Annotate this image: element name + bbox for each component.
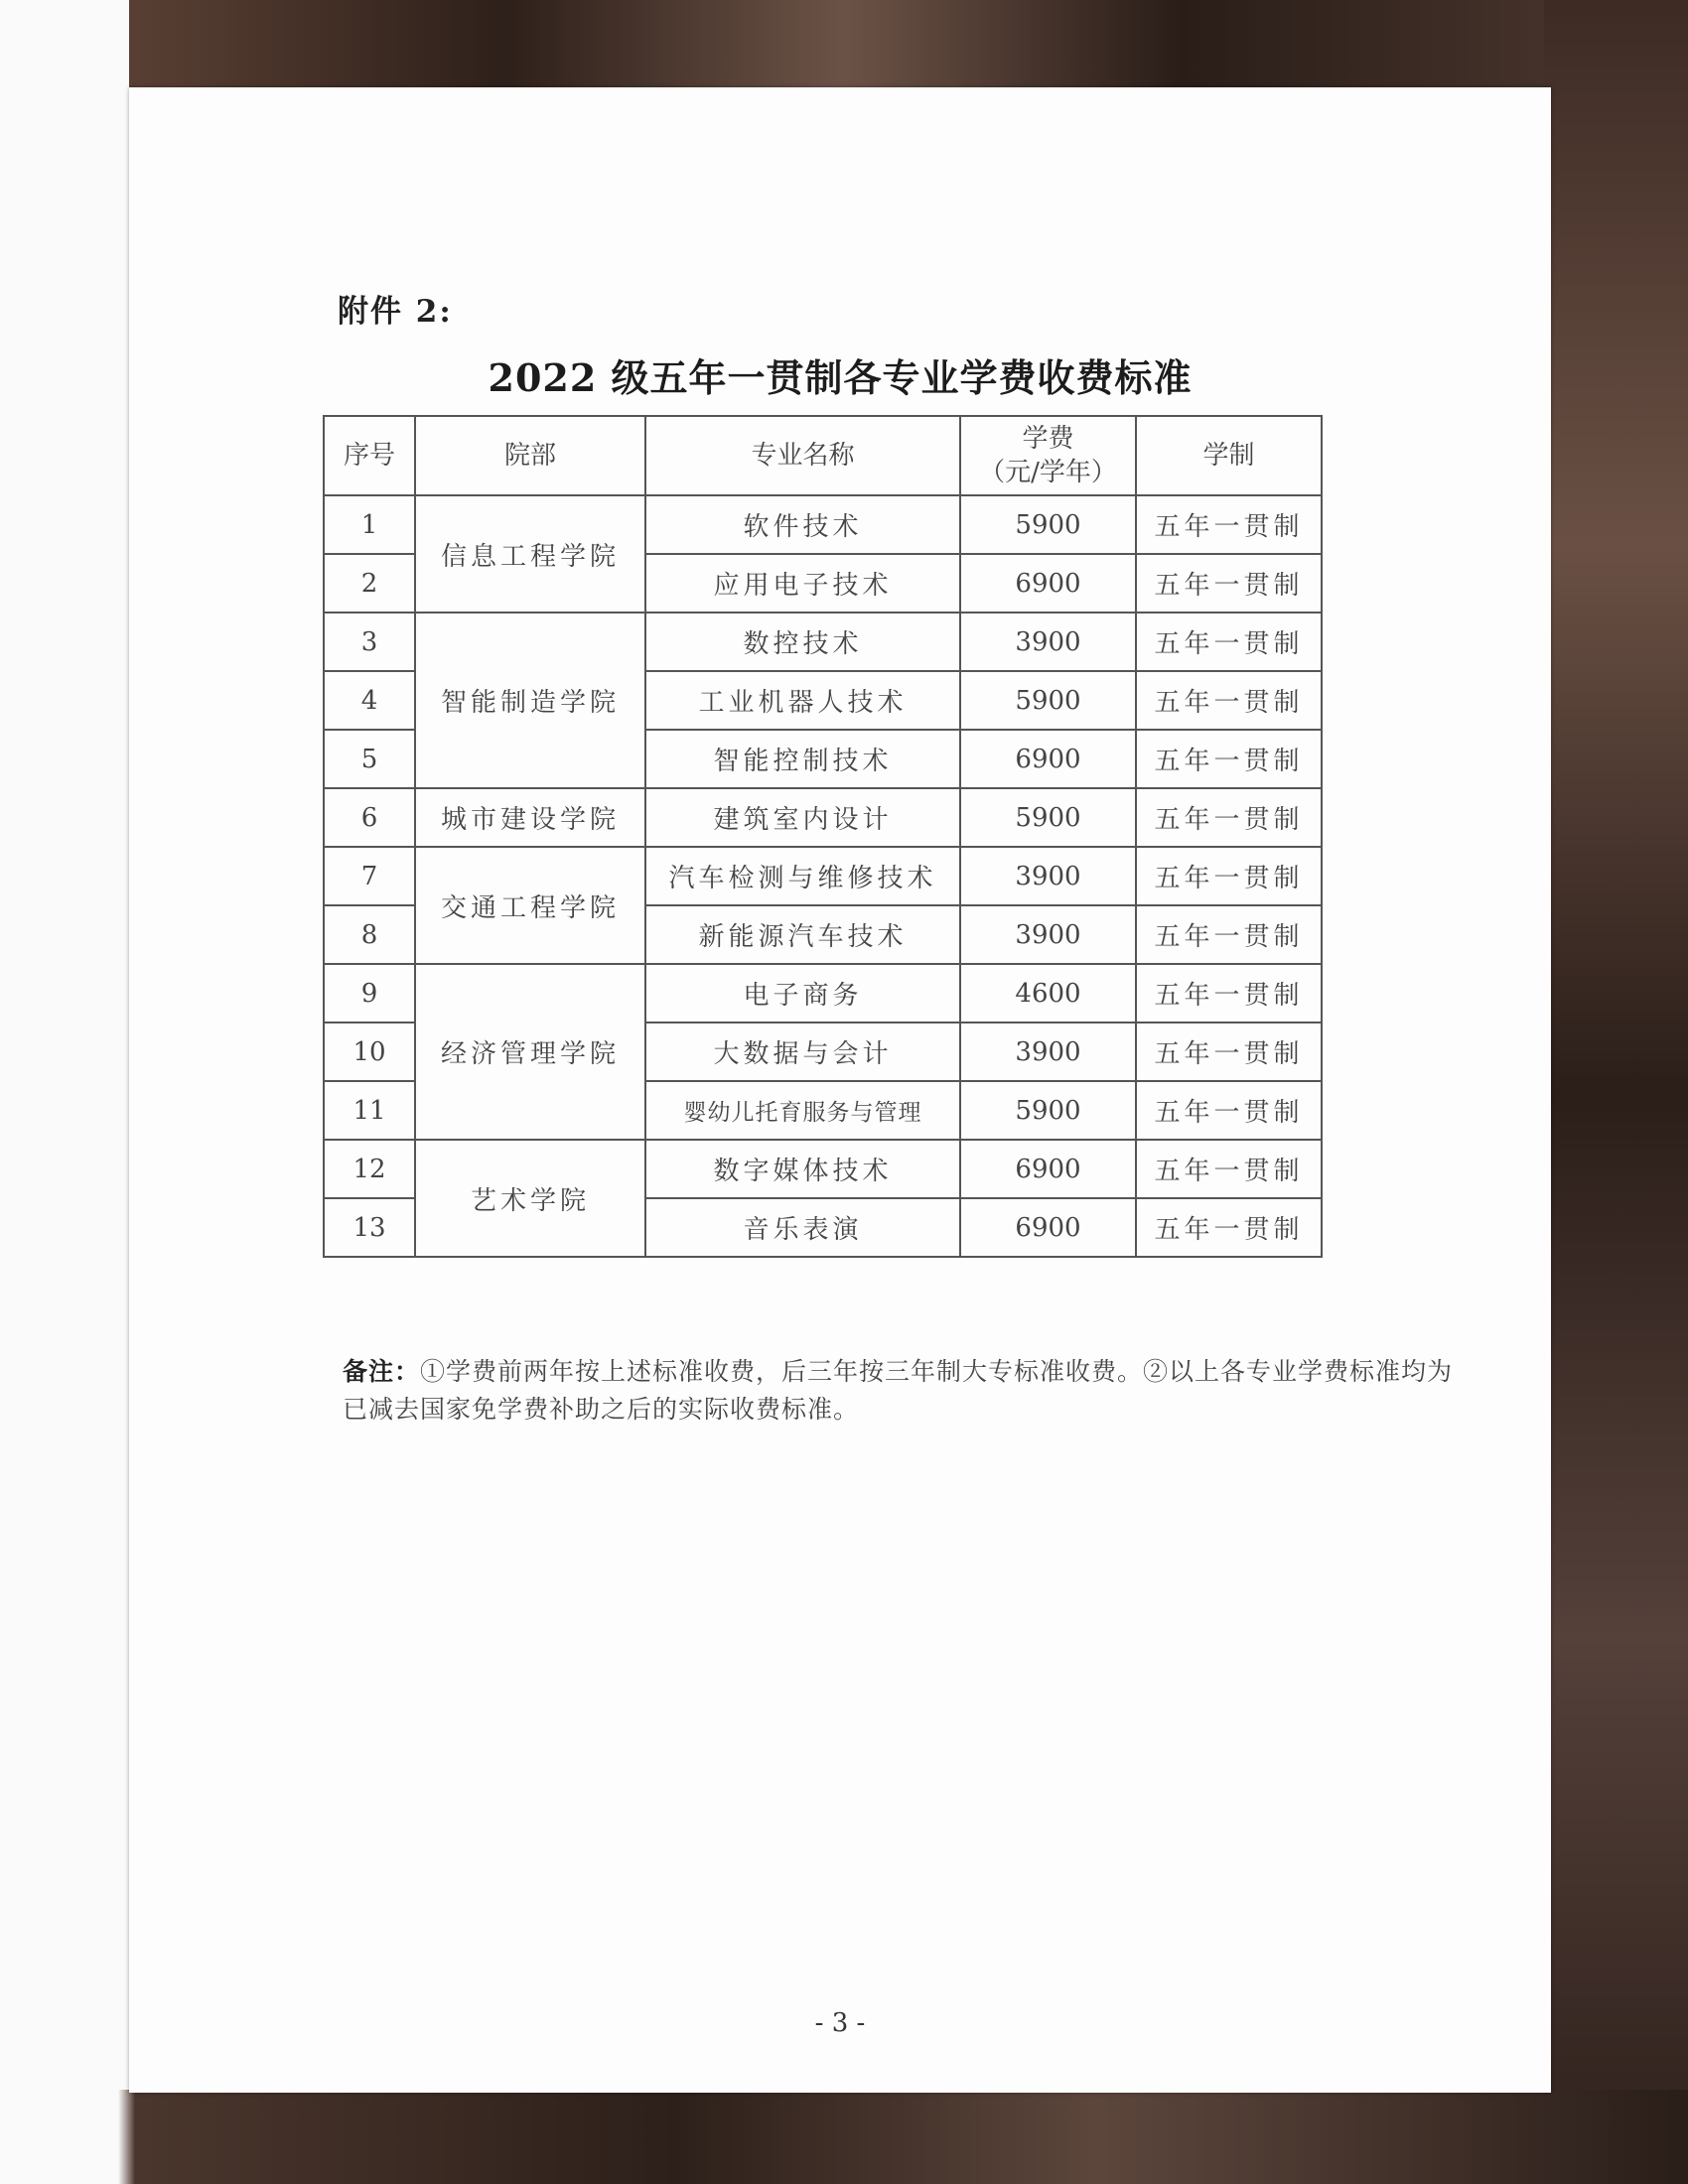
- background-left-edge: [0, 0, 129, 2184]
- cell-major: 电子商务: [645, 964, 960, 1023]
- cell-major: 汽车检测与维修技术: [645, 847, 960, 905]
- cell-dept: 智能制造学院: [415, 613, 645, 788]
- document-title: 2022 级五年一贯制各专业学费收费标准: [488, 355, 1193, 400]
- cell-seq: 5: [324, 730, 415, 788]
- attachment-label: 附件 2:: [338, 294, 453, 330]
- cell-dept: 城市建设学院: [415, 788, 645, 847]
- cell-system: 五年一贯制: [1136, 554, 1322, 613]
- cell-major: 软件技术: [645, 495, 960, 554]
- cell-system: 五年一贯制: [1136, 1023, 1322, 1081]
- footnote: [343, 1353, 1465, 1429]
- cell-system: 五年一贯制: [1136, 964, 1322, 1023]
- cell-major: 婴幼儿托育服务与管理: [645, 1081, 960, 1140]
- cell-seq: 9: [324, 964, 415, 1023]
- page-number: - 3 -: [814, 2008, 866, 2038]
- cell-major: 应用电子技术: [645, 554, 960, 613]
- cell-fee: 3900: [960, 613, 1136, 671]
- cell-fee: 5900: [960, 671, 1136, 730]
- cell-fee: 6900: [960, 554, 1136, 613]
- header-dept: 院部: [415, 416, 645, 495]
- cell-fee: 4600: [960, 964, 1136, 1023]
- cell-major: 智能控制技术: [645, 730, 960, 788]
- background-marble-right: [1544, 0, 1688, 2184]
- cell-seq: 13: [324, 1198, 415, 1257]
- cell-fee: 3900: [960, 905, 1136, 964]
- cell-seq: 7: [324, 847, 415, 905]
- background-marble-top: [0, 0, 1688, 94]
- footnote-text: ①学费前两年按上述标准收费，后三年按三年制大专标准收费。②以上各专业学费标准均为已减去国家免学费补助之后的实际收费标准。: [343, 1357, 1454, 1424]
- cell-system: 五年一贯制: [1136, 730, 1322, 788]
- table-row: [324, 788, 1322, 847]
- cell-fee: 5900: [960, 495, 1136, 554]
- cell-major: 大数据与会计: [645, 1023, 960, 1081]
- cell-fee: 6900: [960, 1140, 1136, 1198]
- fee-table: [323, 415, 1323, 1258]
- cell-system: 五年一贯制: [1136, 1198, 1322, 1257]
- cell-seq: 10: [324, 1023, 415, 1081]
- cell-fee: 6900: [960, 1198, 1136, 1257]
- cell-system: 五年一贯制: [1136, 495, 1322, 554]
- header-fee-line2: （元/学年）: [979, 458, 1117, 487]
- cell-dept: 交通工程学院: [415, 847, 645, 964]
- cell-seq: 6: [324, 788, 415, 847]
- table-row: [324, 964, 1322, 1023]
- header-fee-line1: 学费: [1022, 424, 1074, 454]
- cell-seq: 1: [324, 495, 415, 554]
- cell-system: 五年一贯制: [1136, 905, 1322, 964]
- cell-dept: 艺术学院: [415, 1140, 645, 1257]
- document-page: [129, 87, 1551, 2093]
- cell-system: 五年一贯制: [1136, 1140, 1322, 1198]
- cell-system: 五年一贯制: [1136, 788, 1322, 847]
- cell-dept: 经济管理学院: [415, 964, 645, 1140]
- cell-major: 新能源汽车技术: [645, 905, 960, 964]
- cell-seq: 8: [324, 905, 415, 964]
- cell-seq: 3: [324, 613, 415, 671]
- table-header-row: [324, 416, 1322, 495]
- cell-seq: 12: [324, 1140, 415, 1198]
- header-seq: 序号: [324, 416, 415, 495]
- cell-system: 五年一贯制: [1136, 847, 1322, 905]
- header-fee: [960, 416, 1136, 495]
- cell-seq: 2: [324, 554, 415, 613]
- cell-major: 数字媒体技术: [645, 1140, 960, 1198]
- cell-major: 音乐表演: [645, 1198, 960, 1257]
- footnote-label: 备注：: [343, 1357, 421, 1386]
- header-system: 学制: [1136, 416, 1322, 495]
- background-marble-bottom: [0, 2090, 1688, 2184]
- table-row: [324, 847, 1322, 905]
- cell-fee: 5900: [960, 788, 1136, 847]
- cell-system: 五年一贯制: [1136, 613, 1322, 671]
- cell-seq: 11: [324, 1081, 415, 1140]
- cell-fee: 3900: [960, 847, 1136, 905]
- cell-major: 工业机器人技术: [645, 671, 960, 730]
- cell-fee: 5900: [960, 1081, 1136, 1140]
- table-row: [324, 495, 1322, 554]
- table-row: [324, 1140, 1322, 1198]
- cell-fee: 3900: [960, 1023, 1136, 1081]
- table-row: [324, 613, 1322, 671]
- cell-major: 建筑室内设计: [645, 788, 960, 847]
- header-major: 专业名称: [645, 416, 960, 495]
- cell-system: 五年一贯制: [1136, 1081, 1322, 1140]
- cell-major: 数控技术: [645, 613, 960, 671]
- cell-fee: 6900: [960, 730, 1136, 788]
- cell-seq: 4: [324, 671, 415, 730]
- cell-dept: 信息工程学院: [415, 495, 645, 613]
- cell-system: 五年一贯制: [1136, 671, 1322, 730]
